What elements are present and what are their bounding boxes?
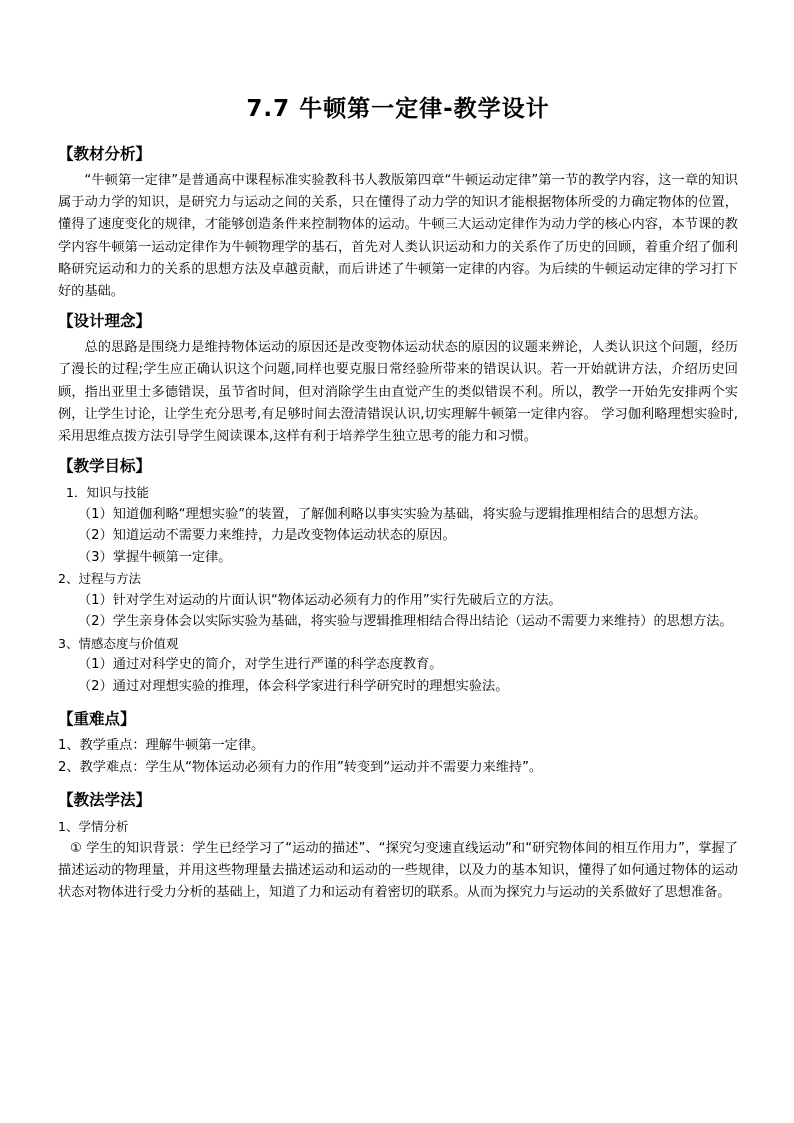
goal-2-item-2: （2）学生亲身体会以实际实验为基础，将实验与逻辑推理相结合得出结论（运动不需要力来维持）的思想方法。 (78, 614, 733, 630)
goal-3-item-1: （1）通过对科学史的简介，对学生进行严谨的科学态度教育。 (78, 657, 443, 673)
goal-1-item-2: （2）知道运动不需要力来维持，力是改变物体运动状态的原因。 (78, 528, 456, 544)
section-heading-design: 【设计理念】 (58, 312, 152, 331)
goal-1-item-3: （3）掌握牛顿第一定律。 (78, 549, 232, 565)
methods-paragraph: ① 学生的知识背景：学生已经学习了“运动的描述”、“探究匀变速直线运动”和“研究物体间的相互作用力”，掌握了描述运动的物理量，并用这些物理量去描述运动和运动的一些规律，以及力的基本知识，懂得了如何通过物体的运动状态对物体进行受力分析的基础上，知道了力和运动有着密切的联系。从而为探究力与运动的关系做好了思想准备。 (58, 840, 738, 901)
document-title: 7.7 牛顿第一定律-教学设计 (246, 96, 550, 122)
section-heading-keypoints: 【重难点】 (58, 710, 136, 729)
keypoint-item-1: 1、教学重点：理解牛顿第一定律。 (58, 738, 265, 754)
goal-3-title: 3、情感态度与价值观 (58, 635, 179, 651)
section-heading-goals: 【教学目标】 (58, 457, 152, 476)
design-concept-paragraph: 总的思路是围绕力是维持物体运动的原因还是改变物体运动状态的原因的议题来辨论，人类认识这个问题，经历了漫长的过程;学生应正确认识这个问题,同样也要克服日常经验所带来的错误认识。若一开始就讲方法，介绍历史回顾，指出亚里士多德错误，虽节省时间，但对消除学生由直觉产生的类似错误不利。所以，教学一开始先安排两个实例，让学生讨论，让学生充分思考,有足够时间去澄清错误认识,切实理解牛顿第一定律内容。 学习伽利略理想实验时,采用思维点拨方法引导学生阅读课本,这样有利于培养学生独立思考的能力和习惯。 (58, 340, 738, 445)
goal-1-item-1: （1）知道伽利略“理想实验”的装置，了解伽利略以事实实验为基础，将实验与逻辑推理相结合的思想方法。 (78, 506, 707, 522)
goal-1-title: 1．知识与技能 (66, 485, 149, 501)
goal-2-title: 2、过程与方法 (58, 571, 141, 587)
keypoint-item-2: 2、教学难点：学生从“物体运动必须有力的作用”转变到“运动并不需要力来维持”。 (58, 759, 543, 775)
section-heading-textbook: 【教材分析】 (58, 145, 152, 163)
textbook-analysis-paragraph: “牛顿第一定律”是普通高中课程标准实验教科书人教版第四章“牛顿运动定律”第一节的教学内容，这一章的知识属于动力学的知识，是研究力与运动之间的关系，只在懂得了动力学的知识才能根据物体所受的力确定物体的位置，懂得了速度变化的规律，才能够创造条件来控制物体的运动。牛顿三大运动定律作为动力学的核心内容，本节课的教学内容牛顿第一运动定律作为牛顿物理学的基石，首先对人类认识运动和力的关系作了历史的回顾，着重介绍了伽利略研究运动和力的关系的思想方法及卓越贡献，而后讲述了牛顿第一定律的内容。为后续的牛顿运动定律的学习打下好的基础。 (58, 173, 738, 300)
methods-sub-title: 1、学情分析 (58, 819, 129, 835)
document-page (58, 94, 738, 904)
section-heading-methods: 【教法学法】 (58, 791, 152, 810)
goal-3-item-2: （2）通过对理想实验的推理，体会科学家进行科学研究时的理想实验法。 (78, 678, 509, 694)
goal-2-item-1: （1）针对学生对运动的片面认识“物体运动必须有力的作用”实行先破后立的方法。 (78, 592, 562, 608)
